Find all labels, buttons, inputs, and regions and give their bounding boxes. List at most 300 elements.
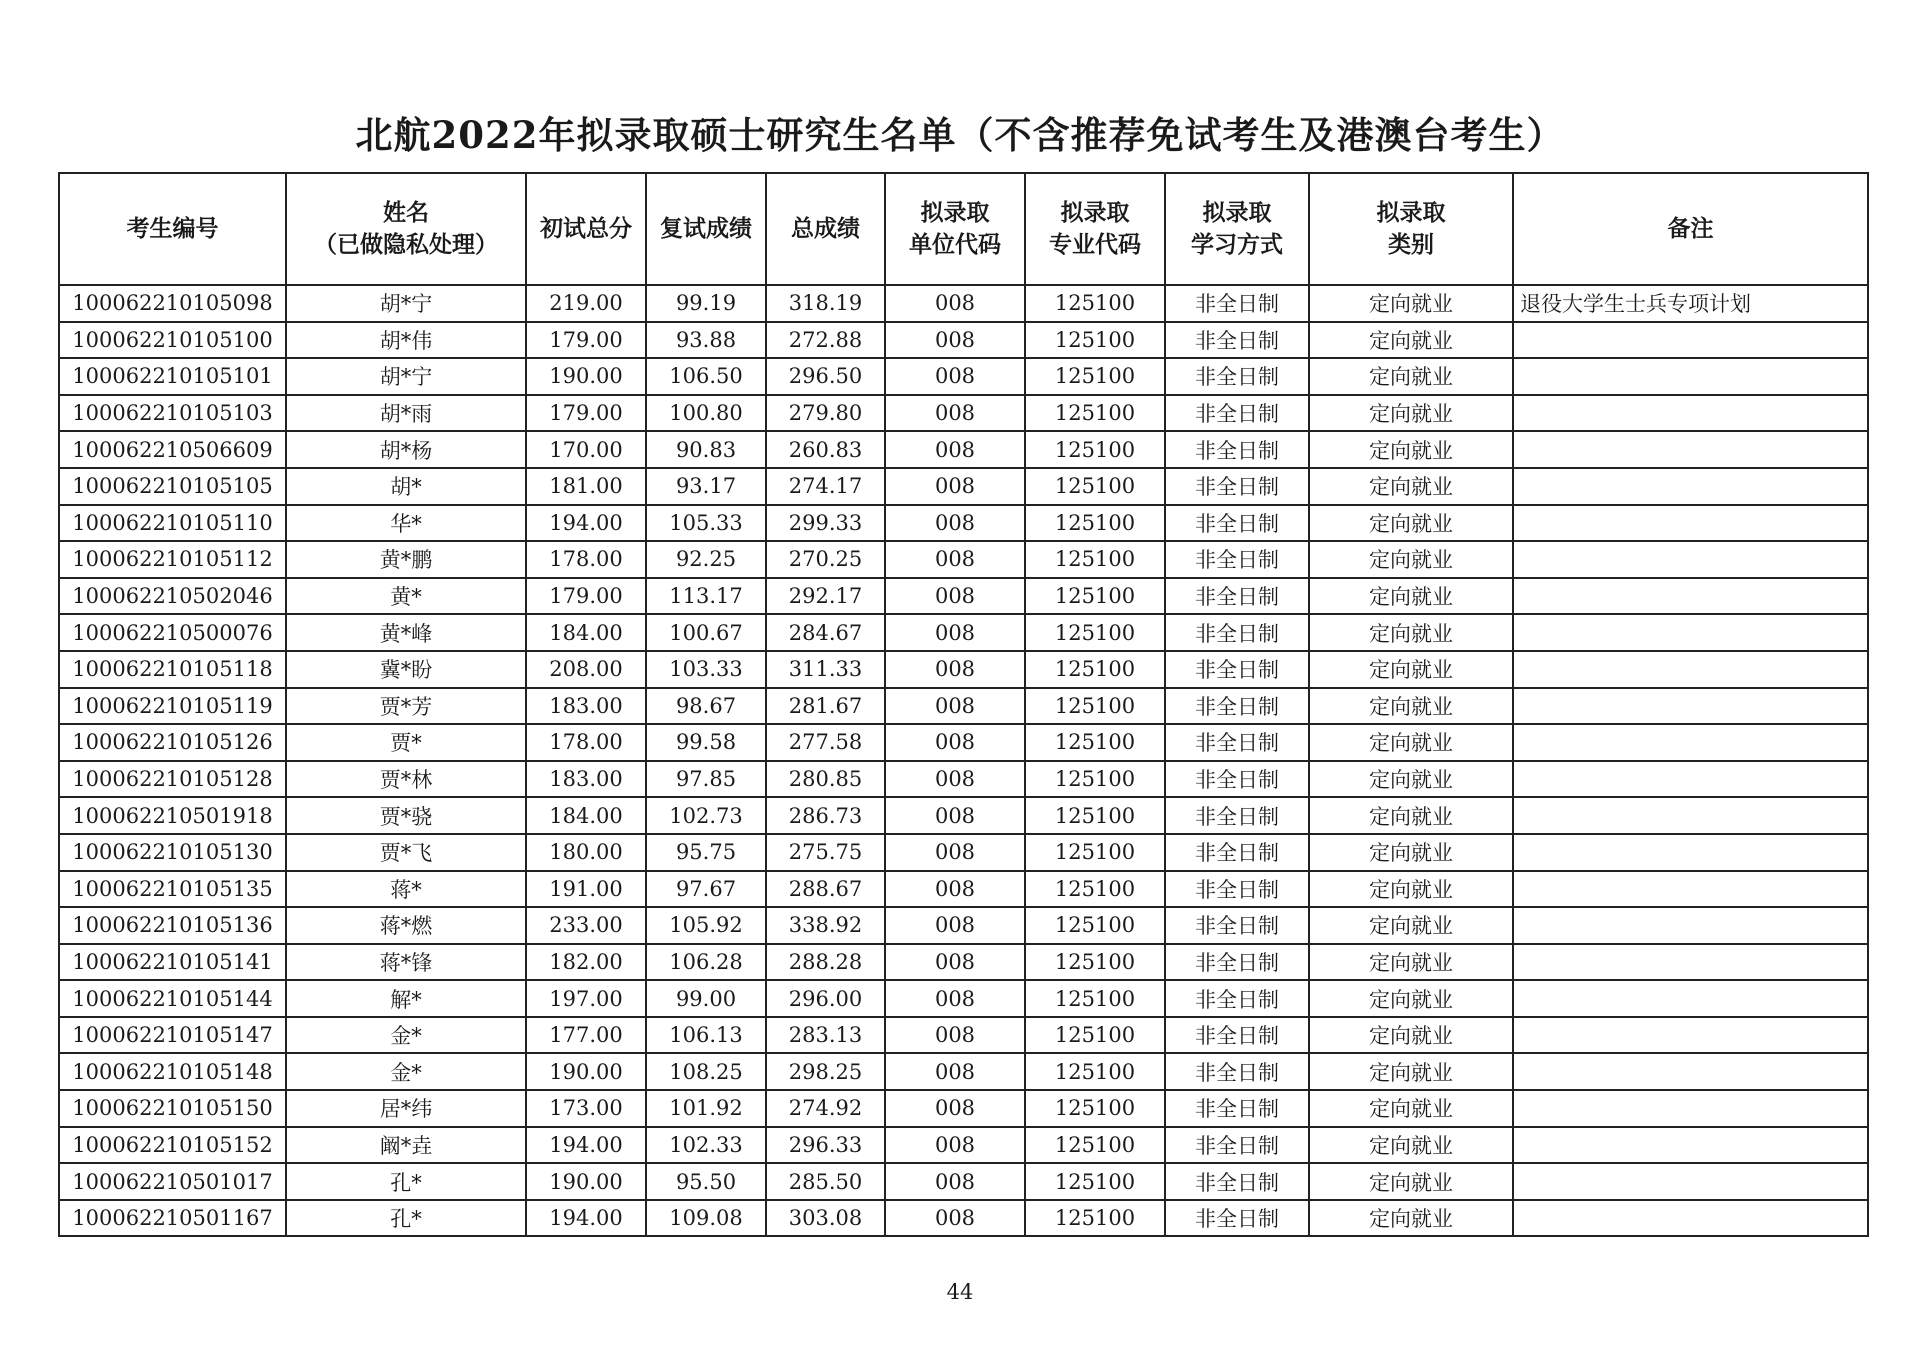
header-category: 拟录取 类别 <box>1309 173 1513 285</box>
cell-mode: 非全日制 <box>1165 1053 1309 1090</box>
table-row <box>59 468 1868 505</box>
cell-total: 284.67 <box>766 614 885 651</box>
cell-category: 定向就业 <box>1309 1127 1513 1164</box>
cell-category: 定向就业 <box>1309 797 1513 834</box>
cell-id: 100062210105103 <box>59 395 286 432</box>
cell-category: 定向就业 <box>1309 468 1513 505</box>
cell-id: 100062210105126 <box>59 724 286 761</box>
cell-retest: 92.25 <box>646 541 766 578</box>
cell-note <box>1513 468 1868 505</box>
cell-note <box>1513 358 1868 395</box>
cell-name: 胡*杨 <box>286 431 526 468</box>
table-row <box>59 431 1868 468</box>
cell-note <box>1513 505 1868 542</box>
cell-category: 定向就业 <box>1309 1163 1513 1200</box>
cell-unit: 008 <box>885 505 1025 542</box>
cell-name: 胡*宁 <box>286 285 526 322</box>
cell-major: 125100 <box>1025 651 1165 688</box>
table-row <box>59 614 1868 651</box>
table-row <box>59 944 1868 981</box>
cell-id: 100062210105136 <box>59 907 286 944</box>
cell-category: 定向就业 <box>1309 358 1513 395</box>
cell-note <box>1513 980 1868 1017</box>
table-row <box>59 688 1868 725</box>
cell-name: 蒋*燃 <box>286 907 526 944</box>
cell-note <box>1513 1017 1868 1054</box>
cell-total: 270.25 <box>766 541 885 578</box>
table-row <box>59 980 1868 1017</box>
cell-id: 100062210105152 <box>59 1127 286 1164</box>
cell-total: 338.92 <box>766 907 885 944</box>
cell-prelim: 208.00 <box>526 651 646 688</box>
table-row <box>59 505 1868 542</box>
cell-mode: 非全日制 <box>1165 578 1309 615</box>
cell-retest: 109.08 <box>646 1200 766 1237</box>
cell-unit: 008 <box>885 431 1025 468</box>
cell-prelim: 179.00 <box>526 578 646 615</box>
cell-major: 125100 <box>1025 541 1165 578</box>
cell-unit: 008 <box>885 871 1025 908</box>
cell-mode: 非全日制 <box>1165 797 1309 834</box>
cell-note <box>1513 761 1868 798</box>
cell-prelim: 197.00 <box>526 980 646 1017</box>
cell-unit: 008 <box>885 614 1025 651</box>
cell-note <box>1513 541 1868 578</box>
header-prelim: 初试总分 <box>526 173 646 285</box>
cell-note <box>1513 834 1868 871</box>
cell-major: 125100 <box>1025 1163 1165 1200</box>
cell-prelim: 190.00 <box>526 1053 646 1090</box>
cell-id: 100062210105105 <box>59 468 286 505</box>
cell-retest: 108.25 <box>646 1053 766 1090</box>
cell-mode: 非全日制 <box>1165 1127 1309 1164</box>
cell-major: 125100 <box>1025 761 1165 798</box>
cell-total: 288.67 <box>766 871 885 908</box>
cell-unit: 008 <box>885 1090 1025 1127</box>
cell-mode: 非全日制 <box>1165 431 1309 468</box>
table-row <box>59 1163 1868 1200</box>
cell-mode: 非全日制 <box>1165 322 1309 359</box>
cell-name: 冀*盼 <box>286 651 526 688</box>
cell-mode: 非全日制 <box>1165 505 1309 542</box>
cell-category: 定向就业 <box>1309 724 1513 761</box>
cell-total: 298.25 <box>766 1053 885 1090</box>
cell-name: 胡*宁 <box>286 358 526 395</box>
cell-mode: 非全日制 <box>1165 1200 1309 1237</box>
cell-retest: 106.50 <box>646 358 766 395</box>
cell-retest: 97.67 <box>646 871 766 908</box>
cell-unit: 008 <box>885 322 1025 359</box>
cell-mode: 非全日制 <box>1165 651 1309 688</box>
cell-mode: 非全日制 <box>1165 907 1309 944</box>
table-row <box>59 578 1868 615</box>
cell-retest: 100.67 <box>646 614 766 651</box>
table-row <box>59 797 1868 834</box>
cell-category: 定向就业 <box>1309 1200 1513 1237</box>
cell-total: 303.08 <box>766 1200 885 1237</box>
header-unit: 拟录取 单位代码 <box>885 173 1025 285</box>
cell-unit: 008 <box>885 1127 1025 1164</box>
cell-total: 274.92 <box>766 1090 885 1127</box>
cell-id: 100062210105112 <box>59 541 286 578</box>
cell-mode: 非全日制 <box>1165 871 1309 908</box>
cell-prelim: 190.00 <box>526 1163 646 1200</box>
cell-mode: 非全日制 <box>1165 724 1309 761</box>
cell-name: 孔* <box>286 1163 526 1200</box>
cell-unit: 008 <box>885 651 1025 688</box>
cell-note <box>1513 578 1868 615</box>
table-row <box>59 1053 1868 1090</box>
cell-category: 定向就业 <box>1309 651 1513 688</box>
cell-id: 100062210105118 <box>59 651 286 688</box>
cell-prelim: 182.00 <box>526 944 646 981</box>
cell-major: 125100 <box>1025 1053 1165 1090</box>
cell-id: 100062210105130 <box>59 834 286 871</box>
cell-prelim: 179.00 <box>526 322 646 359</box>
cell-name: 解* <box>286 980 526 1017</box>
cell-retest: 98.67 <box>646 688 766 725</box>
cell-total: 288.28 <box>766 944 885 981</box>
cell-name: 黄* <box>286 578 526 615</box>
cell-category: 定向就业 <box>1309 614 1513 651</box>
cell-unit: 008 <box>885 797 1025 834</box>
table-row <box>59 285 1868 322</box>
cell-mode: 非全日制 <box>1165 980 1309 1017</box>
cell-retest: 106.28 <box>646 944 766 981</box>
cell-unit: 008 <box>885 541 1025 578</box>
cell-prelim: 178.00 <box>526 541 646 578</box>
cell-id: 100062210105148 <box>59 1053 286 1090</box>
cell-retest: 93.17 <box>646 468 766 505</box>
table-row <box>59 1200 1868 1237</box>
header-row <box>59 173 1868 285</box>
cell-prelim: 177.00 <box>526 1017 646 1054</box>
cell-name: 阚*垚 <box>286 1127 526 1164</box>
cell-prelim: 180.00 <box>526 834 646 871</box>
cell-retest: 103.33 <box>646 651 766 688</box>
cell-note <box>1513 1090 1868 1127</box>
table-row <box>59 761 1868 798</box>
cell-name: 金* <box>286 1017 526 1054</box>
cell-major: 125100 <box>1025 797 1165 834</box>
cell-mode: 非全日制 <box>1165 1163 1309 1200</box>
cell-note <box>1513 944 1868 981</box>
cell-major: 125100 <box>1025 724 1165 761</box>
cell-total: 280.85 <box>766 761 885 798</box>
cell-category: 定向就业 <box>1309 431 1513 468</box>
table-body <box>59 285 1868 1236</box>
cell-major: 125100 <box>1025 871 1165 908</box>
cell-total: 296.33 <box>766 1127 885 1164</box>
cell-mode: 非全日制 <box>1165 285 1309 322</box>
cell-name: 贾*飞 <box>286 834 526 871</box>
admission-table <box>58 172 1869 1237</box>
cell-mode: 非全日制 <box>1165 834 1309 871</box>
table-row <box>59 651 1868 688</box>
cell-note: 退役大学生士兵专项计划 <box>1513 285 1868 322</box>
cell-prelim: 194.00 <box>526 505 646 542</box>
header-note: 备注 <box>1513 173 1868 285</box>
cell-id: 100062210105100 <box>59 322 286 359</box>
cell-major: 125100 <box>1025 431 1165 468</box>
cell-total: 286.73 <box>766 797 885 834</box>
cell-total: 272.88 <box>766 322 885 359</box>
cell-total: 296.00 <box>766 980 885 1017</box>
cell-id: 100062210105147 <box>59 1017 286 1054</box>
cell-unit: 008 <box>885 1017 1025 1054</box>
cell-id: 100062210105110 <box>59 505 286 542</box>
cell-major: 125100 <box>1025 1127 1165 1164</box>
cell-note <box>1513 614 1868 651</box>
cell-major: 125100 <box>1025 1200 1165 1237</box>
cell-prelim: 181.00 <box>526 468 646 505</box>
cell-major: 125100 <box>1025 614 1165 651</box>
cell-note <box>1513 1163 1868 1200</box>
cell-name: 贾* <box>286 724 526 761</box>
cell-category: 定向就业 <box>1309 1090 1513 1127</box>
cell-retest: 95.75 <box>646 834 766 871</box>
cell-category: 定向就业 <box>1309 761 1513 798</box>
cell-prelim: 194.00 <box>526 1200 646 1237</box>
cell-id: 100062210105128 <box>59 761 286 798</box>
cell-mode: 非全日制 <box>1165 1017 1309 1054</box>
table-row <box>59 834 1868 871</box>
cell-mode: 非全日制 <box>1165 358 1309 395</box>
cell-name: 黄*峰 <box>286 614 526 651</box>
cell-prelim: 179.00 <box>526 395 646 432</box>
cell-unit: 008 <box>885 761 1025 798</box>
header-mode: 拟录取 学习方式 <box>1165 173 1309 285</box>
cell-mode: 非全日制 <box>1165 761 1309 798</box>
table-row <box>59 358 1868 395</box>
table-row <box>59 1090 1868 1127</box>
cell-id: 100062210105144 <box>59 980 286 1017</box>
cell-total: 296.50 <box>766 358 885 395</box>
cell-major: 125100 <box>1025 578 1165 615</box>
cell-category: 定向就业 <box>1309 1017 1513 1054</box>
cell-unit: 008 <box>885 944 1025 981</box>
cell-mode: 非全日制 <box>1165 944 1309 981</box>
cell-retest: 113.17 <box>646 578 766 615</box>
cell-retest: 105.33 <box>646 505 766 542</box>
cell-prelim: 183.00 <box>526 688 646 725</box>
header-name: 姓名 （已做隐私处理） <box>286 173 526 285</box>
cell-category: 定向就业 <box>1309 541 1513 578</box>
cell-unit: 008 <box>885 980 1025 1017</box>
cell-unit: 008 <box>885 285 1025 322</box>
cell-name: 黄*鹏 <box>286 541 526 578</box>
cell-name: 蒋* <box>286 871 526 908</box>
cell-note <box>1513 1127 1868 1164</box>
cell-unit: 008 <box>885 578 1025 615</box>
cell-unit: 008 <box>885 395 1025 432</box>
cell-category: 定向就业 <box>1309 907 1513 944</box>
cell-prelim: 233.00 <box>526 907 646 944</box>
header-id: 考生编号 <box>59 173 286 285</box>
cell-major: 125100 <box>1025 395 1165 432</box>
cell-name: 贾*芳 <box>286 688 526 725</box>
table-row <box>59 395 1868 432</box>
table-row <box>59 322 1868 359</box>
cell-unit: 008 <box>885 724 1025 761</box>
cell-retest: 99.00 <box>646 980 766 1017</box>
cell-total: 318.19 <box>766 285 885 322</box>
cell-id: 100062210506609 <box>59 431 286 468</box>
cell-prelim: 170.00 <box>526 431 646 468</box>
cell-id: 100062210105141 <box>59 944 286 981</box>
cell-retest: 95.50 <box>646 1163 766 1200</box>
table-row <box>59 1017 1868 1054</box>
cell-retest: 102.73 <box>646 797 766 834</box>
cell-note <box>1513 724 1868 761</box>
cell-category: 定向就业 <box>1309 980 1513 1017</box>
cell-total: 274.17 <box>766 468 885 505</box>
cell-unit: 008 <box>885 1200 1025 1237</box>
cell-mode: 非全日制 <box>1165 614 1309 651</box>
cell-major: 125100 <box>1025 468 1165 505</box>
cell-mode: 非全日制 <box>1165 688 1309 725</box>
cell-prelim: 219.00 <box>526 285 646 322</box>
cell-category: 定向就业 <box>1309 578 1513 615</box>
cell-prelim: 184.00 <box>526 614 646 651</box>
cell-note <box>1513 688 1868 725</box>
cell-retest: 99.58 <box>646 724 766 761</box>
cell-name: 贾*骁 <box>286 797 526 834</box>
cell-category: 定向就业 <box>1309 834 1513 871</box>
cell-major: 125100 <box>1025 688 1165 725</box>
cell-note <box>1513 871 1868 908</box>
cell-prelim: 194.00 <box>526 1127 646 1164</box>
cell-total: 283.13 <box>766 1017 885 1054</box>
cell-total: 260.83 <box>766 431 885 468</box>
cell-major: 125100 <box>1025 944 1165 981</box>
table-row <box>59 541 1868 578</box>
cell-retest: 100.80 <box>646 395 766 432</box>
cell-name: 孔* <box>286 1200 526 1237</box>
cell-retest: 93.88 <box>646 322 766 359</box>
cell-unit: 008 <box>885 1053 1025 1090</box>
cell-major: 125100 <box>1025 1090 1165 1127</box>
cell-unit: 008 <box>885 907 1025 944</box>
cell-id: 100062210500076 <box>59 614 286 651</box>
cell-note <box>1513 907 1868 944</box>
cell-mode: 非全日制 <box>1165 468 1309 505</box>
cell-id: 100062210105150 <box>59 1090 286 1127</box>
cell-id: 100062210501167 <box>59 1200 286 1237</box>
cell-id: 100062210105101 <box>59 358 286 395</box>
cell-retest: 105.92 <box>646 907 766 944</box>
cell-total: 311.33 <box>766 651 885 688</box>
cell-prelim: 191.00 <box>526 871 646 908</box>
cell-unit: 008 <box>885 1163 1025 1200</box>
page-title: 北航2022年拟录取硕士研究生名单（不含推荐免试考生及港澳台考生） <box>355 113 1565 157</box>
cell-total: 299.33 <box>766 505 885 542</box>
header-major: 拟录取 专业代码 <box>1025 173 1165 285</box>
cell-unit: 008 <box>885 358 1025 395</box>
cell-category: 定向就业 <box>1309 322 1513 359</box>
cell-note <box>1513 395 1868 432</box>
table-row <box>59 1127 1868 1164</box>
cell-name: 胡*伟 <box>286 322 526 359</box>
cell-total: 275.75 <box>766 834 885 871</box>
cell-total: 285.50 <box>766 1163 885 1200</box>
cell-note <box>1513 797 1868 834</box>
cell-name: 金* <box>286 1053 526 1090</box>
cell-id: 100062210502046 <box>59 578 286 615</box>
cell-id: 100062210105098 <box>59 285 286 322</box>
cell-note <box>1513 322 1868 359</box>
cell-prelim: 190.00 <box>526 358 646 395</box>
cell-note <box>1513 1200 1868 1237</box>
cell-unit: 008 <box>885 688 1025 725</box>
cell-unit: 008 <box>885 834 1025 871</box>
cell-id: 100062210105119 <box>59 688 286 725</box>
cell-category: 定向就业 <box>1309 688 1513 725</box>
cell-id: 100062210501017 <box>59 1163 286 1200</box>
cell-category: 定向就业 <box>1309 1053 1513 1090</box>
cell-mode: 非全日制 <box>1165 541 1309 578</box>
cell-total: 281.67 <box>766 688 885 725</box>
cell-note <box>1513 431 1868 468</box>
cell-id: 100062210501918 <box>59 797 286 834</box>
cell-retest: 97.85 <box>646 761 766 798</box>
cell-mode: 非全日制 <box>1165 1090 1309 1127</box>
cell-category: 定向就业 <box>1309 871 1513 908</box>
cell-category: 定向就业 <box>1309 285 1513 322</box>
cell-major: 125100 <box>1025 834 1165 871</box>
cell-major: 125100 <box>1025 505 1165 542</box>
cell-prelim: 184.00 <box>526 797 646 834</box>
cell-retest: 99.19 <box>646 285 766 322</box>
cell-major: 125100 <box>1025 322 1165 359</box>
cell-note <box>1513 1053 1868 1090</box>
cell-prelim: 173.00 <box>526 1090 646 1127</box>
cell-major: 125100 <box>1025 1017 1165 1054</box>
cell-retest: 90.83 <box>646 431 766 468</box>
cell-name: 胡*雨 <box>286 395 526 432</box>
cell-retest: 101.92 <box>646 1090 766 1127</box>
table-row <box>59 871 1868 908</box>
cell-retest: 106.13 <box>646 1017 766 1054</box>
cell-major: 125100 <box>1025 907 1165 944</box>
cell-total: 292.17 <box>766 578 885 615</box>
cell-mode: 非全日制 <box>1165 395 1309 432</box>
page-number: 44 <box>946 1280 974 1304</box>
cell-major: 125100 <box>1025 285 1165 322</box>
cell-category: 定向就业 <box>1309 395 1513 432</box>
table-row <box>59 907 1868 944</box>
cell-category: 定向就业 <box>1309 944 1513 981</box>
header-total: 总成绩 <box>766 173 885 285</box>
cell-total: 279.80 <box>766 395 885 432</box>
table-row <box>59 724 1868 761</box>
cell-name: 居*纬 <box>286 1090 526 1127</box>
cell-name: 胡* <box>286 468 526 505</box>
cell-category: 定向就业 <box>1309 505 1513 542</box>
header-retest: 复试成绩 <box>646 173 766 285</box>
cell-unit: 008 <box>885 468 1025 505</box>
cell-name: 华* <box>286 505 526 542</box>
cell-major: 125100 <box>1025 358 1165 395</box>
cell-prelim: 178.00 <box>526 724 646 761</box>
cell-retest: 102.33 <box>646 1127 766 1164</box>
cell-name: 蒋*锋 <box>286 944 526 981</box>
cell-id: 100062210105135 <box>59 871 286 908</box>
cell-note <box>1513 651 1868 688</box>
cell-prelim: 183.00 <box>526 761 646 798</box>
cell-name: 贾*林 <box>286 761 526 798</box>
cell-total: 277.58 <box>766 724 885 761</box>
